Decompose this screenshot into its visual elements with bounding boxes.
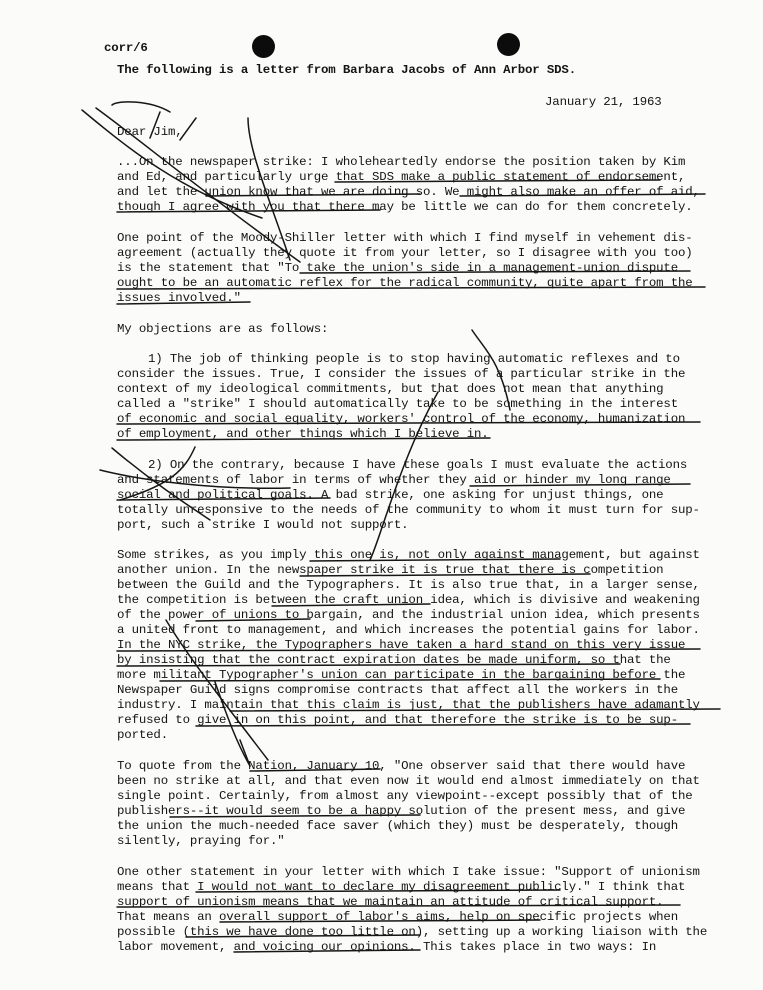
letter-line: the union the much-needed face saver (which they) must be desperately, though bbox=[117, 819, 678, 833]
letter-line: That means an overall support of labor's aims, help on specific projects when bbox=[117, 910, 678, 924]
letter-line: a united front to management, and which increases the potential gains for labor. bbox=[117, 623, 700, 637]
letter-line: single point. Certainly, from almost any viewpoint--except possibly that of the bbox=[117, 789, 693, 803]
letter-line: 2) On the contrary, because I have these goals I must evaluate the actions bbox=[148, 458, 688, 472]
letter-line: refused to give in on this point, and that therefore the strike is to be sup- bbox=[117, 713, 678, 727]
letter-line: been no strike at all, and that even now it would end almost immediately on that bbox=[117, 774, 700, 788]
letter-line: To quote from the Nation, January 10, "One observer said that there would have bbox=[117, 759, 686, 773]
letter-line: My objections are as follows: bbox=[117, 322, 329, 336]
letter-line: and Ed, and particularly urge that SDS make a public statement of endorsement, bbox=[117, 170, 686, 184]
letter-line: ought to be an automatic reflex for the radical community, quite apart from the bbox=[117, 276, 693, 290]
letter-line: One other statement in your letter with which I take issue: "Support of unionism bbox=[117, 865, 700, 879]
letter-date: January 21, 1963 bbox=[545, 95, 662, 109]
letter-line: One point of the Moody-Shiller letter with which I find myself in vehement dis- bbox=[117, 231, 693, 245]
letter-line: support of unionism means that we maintain an attitude of critical support. bbox=[117, 895, 664, 909]
document-ref: corr/6 bbox=[104, 41, 148, 55]
letter-line: possible (this we have done too little on), setting up a working liaison with the bbox=[117, 925, 708, 939]
letter-line: more militant Typographer's union can participate in the bargaining before the bbox=[117, 668, 686, 682]
letter-line: social and political goals. A bad strike, one asking for unjust things, one bbox=[117, 488, 664, 502]
document-intro: The following is a letter from Barbara Jacobs of Ann Arbor SDS. bbox=[117, 63, 576, 77]
letter-line: of economic and social equality, workers' control of the economy, humanization bbox=[117, 412, 686, 426]
letter-line: context of my ideological commitments, but that does not mean that anything bbox=[117, 382, 664, 396]
letter-line: called a "strike" I should automatically take to be something in the interest bbox=[117, 397, 678, 411]
letter-line: 1) The job of thinking people is to stop having automatic reflexes and to bbox=[148, 352, 680, 366]
letter-line: ...On the newspaper strike: I wholeheartedly endorse the position taken by Kim bbox=[117, 155, 686, 169]
letter-line: publishers--it would seem to be a happy solution of the present mess, and give bbox=[117, 804, 686, 818]
letter-line: issues involved." bbox=[117, 291, 241, 305]
punch-hole-right bbox=[497, 33, 520, 56]
letter-line: ported. bbox=[117, 728, 168, 742]
letter-line: Some strikes, as you imply this one is, not only against management, but against bbox=[117, 548, 700, 562]
letter-line: In the NYC strike, the Typographers have taken a hard stand on this very issue bbox=[117, 638, 686, 652]
letter-line: silently, praying for." bbox=[117, 834, 285, 848]
letter-line: totally unresponsive to the needs of the community to whom it must turn for sup- bbox=[117, 503, 700, 517]
letter-line: of employment, and other things which I believe in. bbox=[117, 427, 489, 441]
letter-line: by insisting that the contract expiration dates be made uniform, so that the bbox=[117, 653, 671, 667]
letter-line: consider the issues. True, I consider the issues of a particular strike in the bbox=[117, 367, 686, 381]
letter-line: and let the union know that we are doing so. We might also make an offer of aid, bbox=[117, 185, 700, 199]
letter-line: another union. In the newspaper strike it is true that there is competition bbox=[117, 563, 664, 577]
letter-line: though I agree with you that there may be little we can do for them concretely. bbox=[117, 200, 693, 214]
letter-line: port, such a strike I would not support. bbox=[117, 518, 409, 532]
letter-line: the competition is between the craft union idea, which is divisive and weakening bbox=[117, 593, 700, 607]
letter-line: and statements of labor in terms of whether they aid or hinder my long range bbox=[117, 473, 671, 487]
letter-line: Newspaper Guild signs compromise contracts that affect all the workers in the bbox=[117, 683, 678, 697]
letter-line: means that I would not want to declare my disagreement publicly." I think that bbox=[117, 880, 686, 894]
letter-line: agreement (actually they quote it from your letter, so I disagree with you too) bbox=[117, 246, 693, 260]
letter-salutation: Dear Jim, bbox=[117, 125, 183, 139]
letter-line: of the power of unions to bargain, and the industrial union idea, which presents bbox=[117, 608, 700, 622]
letter-line: labor movement, and voicing our opinions. This takes place in two ways: In bbox=[117, 940, 657, 954]
letter-line: is the statement that "To take the union's side in a management-union dispute bbox=[117, 261, 678, 275]
letter-line: industry. I maintain that this claim is just, that the publishers have adamantly bbox=[117, 698, 700, 712]
punch-hole-left bbox=[252, 35, 275, 58]
pen-stroke bbox=[112, 102, 170, 112]
letter-line: between the Guild and the Typographers. It is also true that, in a larger sense, bbox=[117, 578, 700, 592]
